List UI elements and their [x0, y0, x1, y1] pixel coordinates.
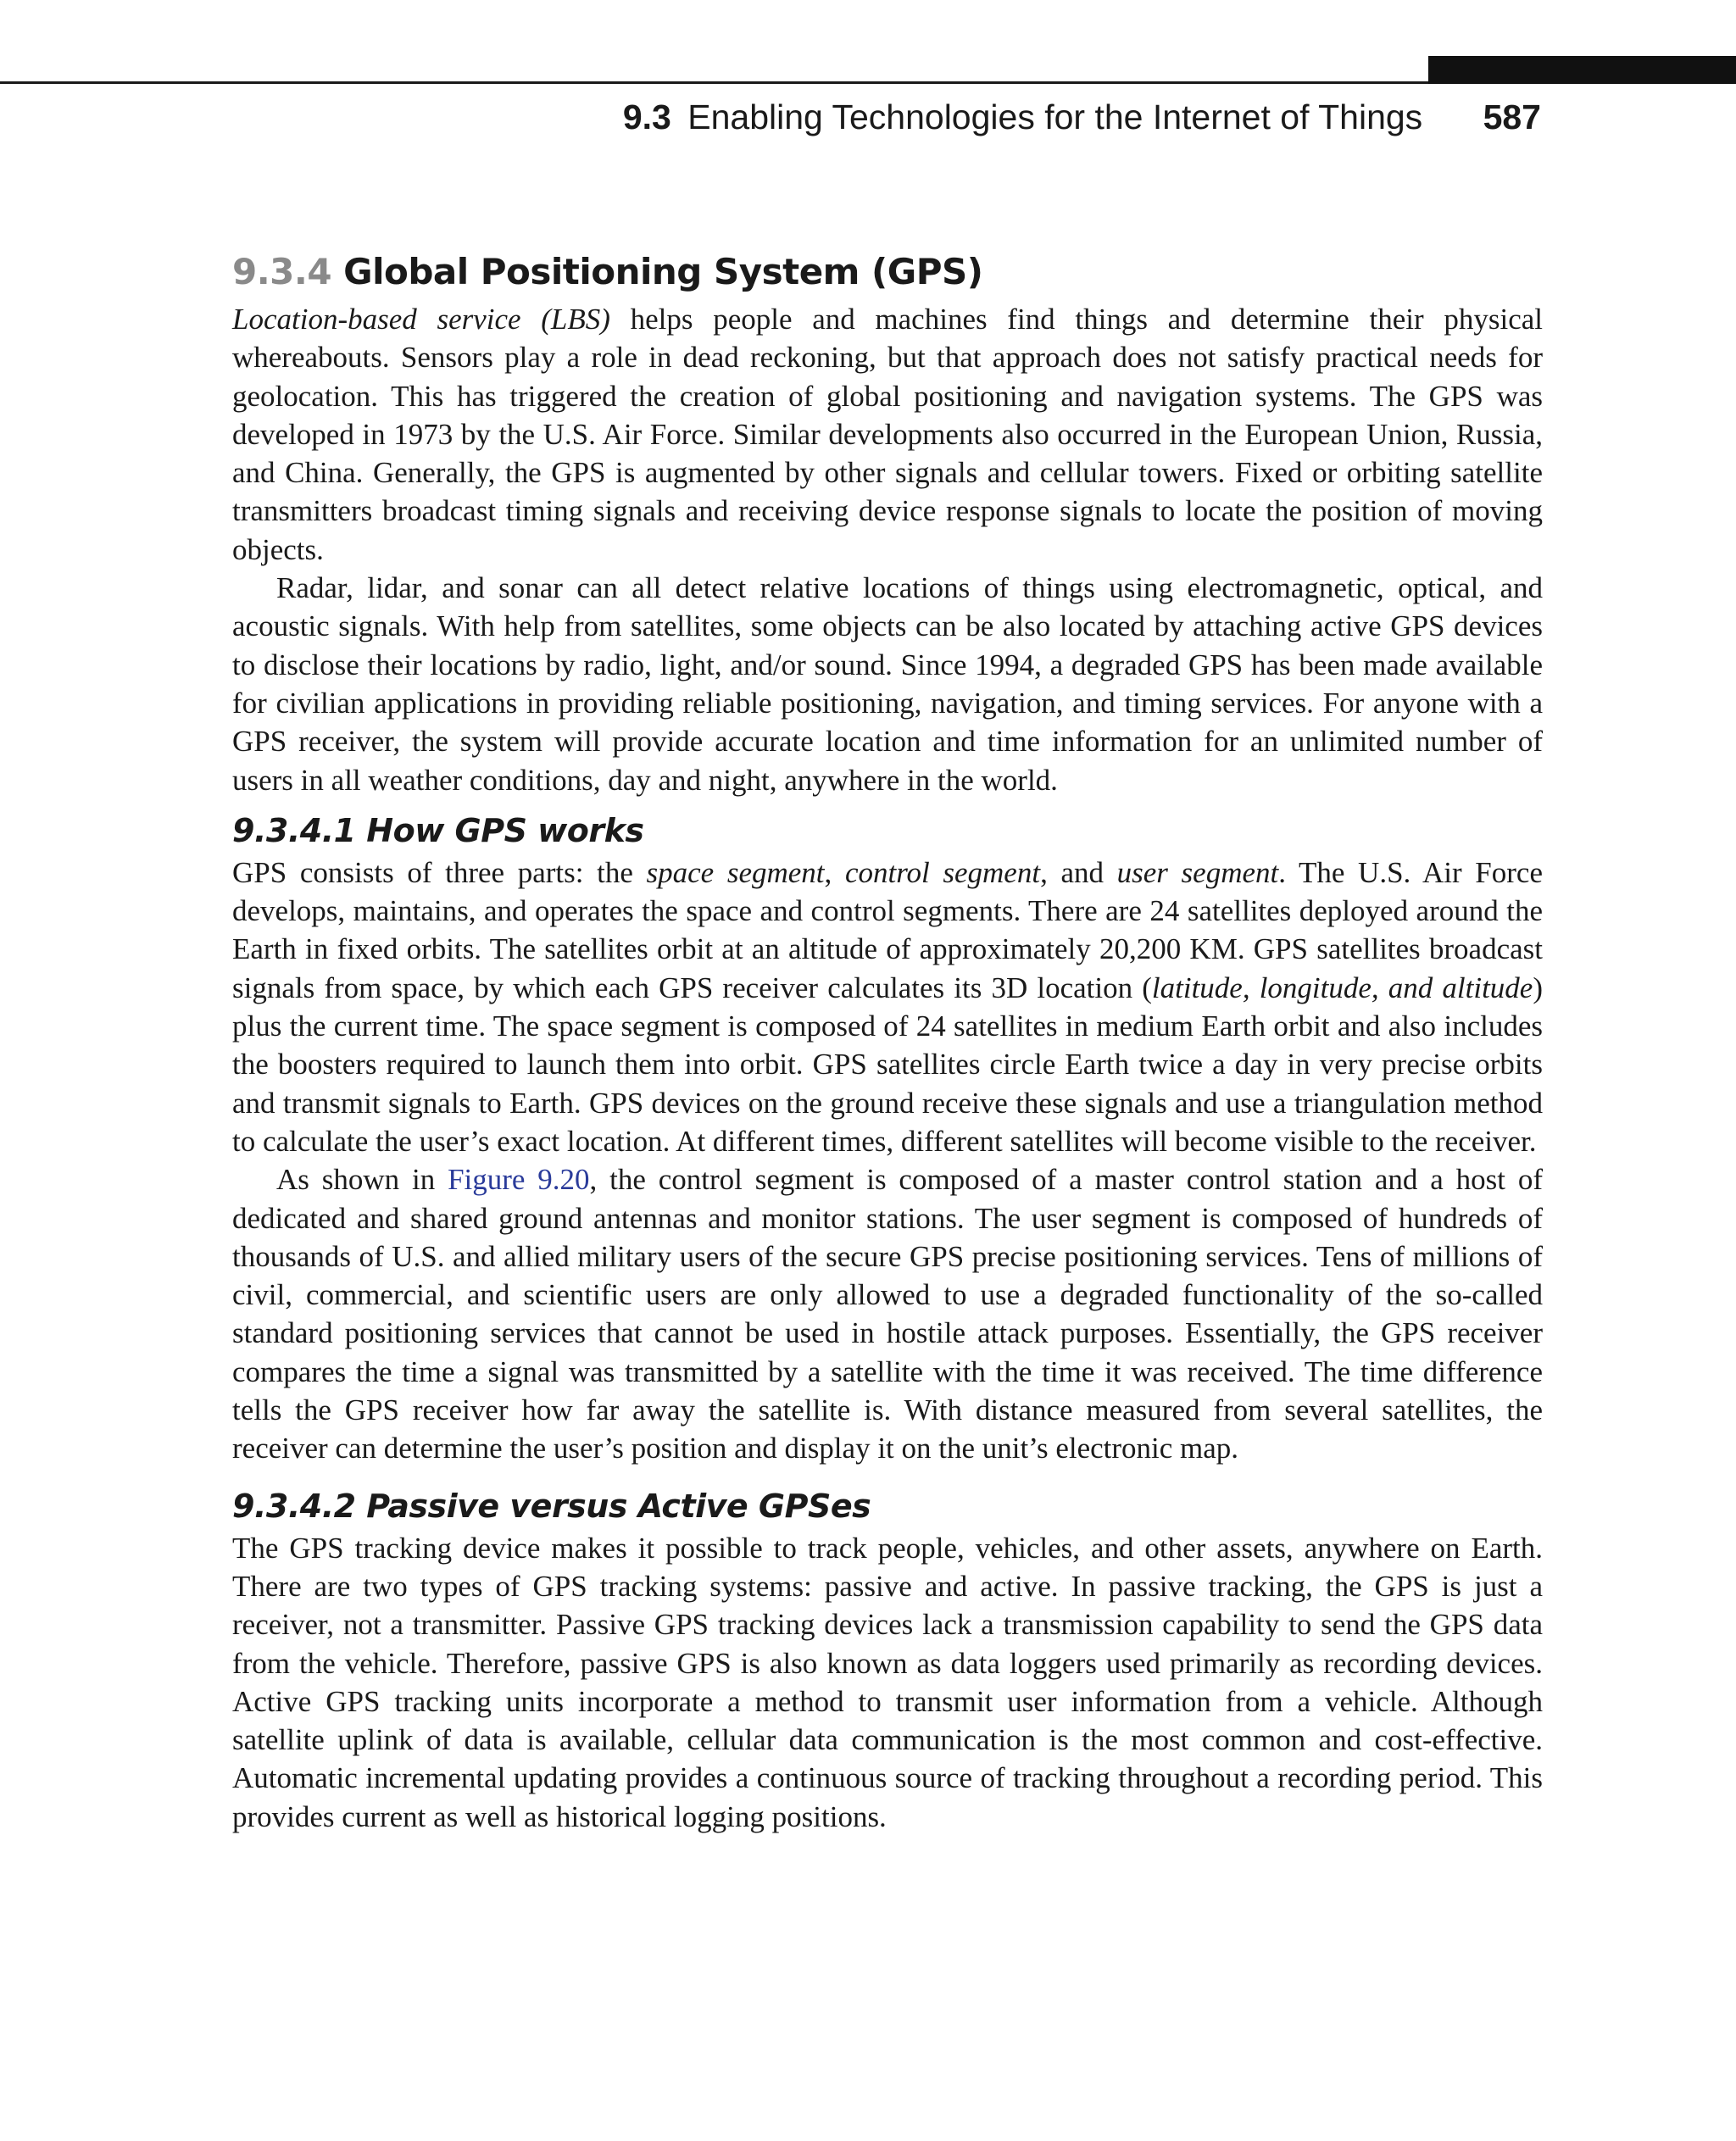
section-heading — [232, 247, 1543, 297]
text-run: , — [824, 855, 845, 889]
running-head-section-title: Enabling Technologies for the Internet of Things — [687, 97, 1423, 136]
term-lat-long-alt: latitude, longitude, and altitude — [1151, 970, 1533, 1004]
paragraph-text: helps people and machines find things and determine their physical whereabouts. Sensors play a role in dead reckoning, but that approach does not satisfy practical needs for geolocation. This has triggered the creation of global positioning and navigation systems. The GPS was developed in 1973 by the U.S. Air Force. Similar developments also occurred in the European Union, Russia, and China. Generally, the GPS is augmented by other signals and cellular towers. Fixed or orbiting satellite transmitters broadcast timing signals and receiving device response signals to locate the position of moving objects. — [232, 303, 1543, 566]
text-run: As shown in — [276, 1163, 448, 1197]
text-run: . The U.S. Air Force develops, maintains, and operates the space and control segments. There are 24 satellites deployed around the Earth in fixed orbits. The satellites orbit at an altitude of approximately 20,200 KM. GPS satellites broadcast signals from space, by which each GPS receiver calculates its 3D location ( — [232, 855, 1543, 1004]
text-run: , and — [1040, 855, 1117, 889]
header-rule-block — [1428, 56, 1736, 84]
term-control-segment: control segment — [844, 855, 1041, 889]
running-head-section-number: 9.3 — [622, 97, 671, 136]
term-user-segment: user segment — [1116, 855, 1279, 889]
paragraph-gps-parts — [232, 854, 1543, 1160]
page-number: 587 — [1483, 97, 1541, 136]
subsection-heading-how-gps-works: 9.3.4.1 How GPS works — [232, 811, 644, 849]
paragraph-lbs — [232, 300, 1543, 569]
section-title: Global Positioning System (GPS) — [343, 251, 983, 292]
term-lbs: Location-based service (LBS) — [232, 303, 610, 336]
subsection-heading-passive-active: 9.3.4.2 Passive versus Active GPSes — [232, 1487, 871, 1525]
text-run: , the control segment is composed of a master control station and a host of dedicated and shared ground antennas and monitor stations. The user segment is composed of hundreds of thousands of U.S. and allied military users of the secure GPS precise positioning services. Tens of millions of civil, commercial, and scientific users are only allowed to use a degraded functionality of the so-called standard positioning services that cannot be used in hostile attack purposes. Essentially, the GPS receiver compares the time a signal was transmitted by a satellite with the time it was received. The time difference tells the GPS receiver how far away the satellite is. With distance measured from several satellites, the receiver can determine the user’s position and display it on the unit’s electronic map. — [232, 1163, 1543, 1465]
section-number: 9.3.4 — [232, 251, 332, 292]
text-run: ) plus the current time. The space segment is composed of 24 satellites in medium Earth orbit and also includes the boosters required to launch them into orbit. GPS satellites circle Earth twice a day in very precise orbits and transmit signals to Earth. GPS devices on the ground receive these signals and use a triangulation method to calculate the user’s exact location. At different times, different satellites will become visible to the receiver. — [232, 970, 1543, 1158]
running-head — [623, 95, 1541, 139]
term-space-segment: space segment — [646, 855, 825, 889]
paragraph-radar: Radar, lidar, and sonar can all detect relative locations of things using electromagnetic, optical, and acoustic signals. With help from satellites, some objects can be also located by attaching active GPS devices to disclose their locations by radio, light, and/or sound. Since 1994, a degraded GPS has been made available for civilian applications in providing reliable positioning, navigation, and timing services. For anyone with a GPS receiver, the system will provide accurate location and time information for an unlimited number of users in all weather conditions, day and night, anywhere in the world. — [232, 571, 1543, 797]
paragraph-tracking: The GPS tracking device makes it possible to track people, vehicles, and other assets, anywhere on Earth. There are two types of GPS tracking systems: passive and active. In passive tracking, the GPS is just a receiver, not a transmitter. Passive GPS tracking devices lack a transmission capability to send the GPS data from the vehicle. Therefore, passive GPS is also known as data loggers used primarily as recording devices. Active GPS tracking units incorporate a method to transmit user information from a vehicle. Although satellite uplink of data is available, cellular data communication is the most common and cost-effective. Automatic incremental updating provides a continuous source of tracking throughout a recording period. This provides current as well as historical logging positions. — [232, 1531, 1543, 1833]
figure-link[interactable]: Figure 9.20 — [448, 1163, 590, 1197]
text-run: GPS consists of three parts: the — [232, 855, 647, 889]
paragraph-control-segment — [232, 1160, 1543, 1467]
page-body — [232, 247, 1543, 1836]
